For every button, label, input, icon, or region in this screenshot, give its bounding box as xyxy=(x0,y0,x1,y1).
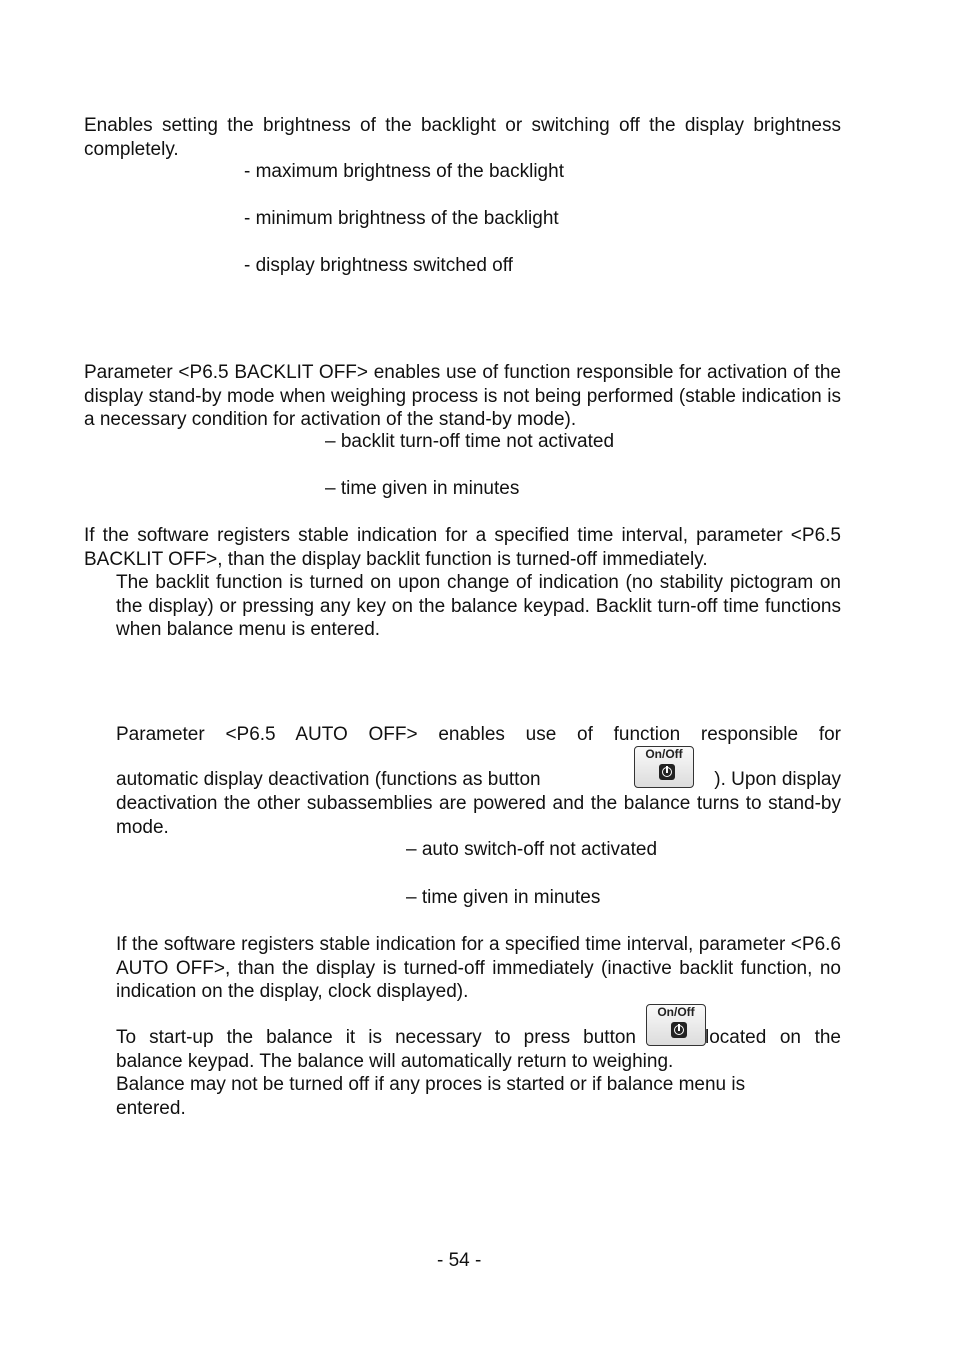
auto-off-option-minutes: – time given in minutes xyxy=(406,887,601,908)
onoff-button-label: On/Off xyxy=(645,747,683,761)
onoff-button-icon-2 xyxy=(646,1004,706,1046)
startup-line2: balance keypad. The balance will automatically return to weighing. xyxy=(116,1051,674,1072)
auto-off-intro-line2-before: automatic display deactivation (functions as button xyxy=(116,769,541,790)
power-icon xyxy=(659,764,675,780)
auto-off-note-line1: Balance may not be turned off if any proces is started or if balance menu is xyxy=(116,1074,746,1095)
brightness-option-off: - display brightness switched off xyxy=(244,255,513,276)
auto-off-paragraph: If the software registers stable indication for a specified time interval, parameter <P6.6 AUTO OFF>, than the display is turned-off immediately (inactive backlit function, no indication on the display, clock displayed). xyxy=(116,934,841,1002)
backlit-off-intro: Parameter <P6.5 BACKLIT OFF> enables use of function responsible for activation of the display stand-by mode when weighing process is not being performed (stable indication is a necessary condition for activation of the stand-by mode). xyxy=(84,362,841,430)
power-icon xyxy=(671,1022,687,1038)
auto-off-option-disabled: – auto switch-off not activated xyxy=(406,839,658,860)
auto-off-intro-line2-after: ). Upon display xyxy=(714,769,841,790)
brightness-intro: Enables setting the brightness of the backlight or switching off the display brightness completely. xyxy=(84,115,841,160)
brightness-option-min: - minimum brightness of the backlight xyxy=(244,208,559,229)
onoff-button-label-2: On/Off xyxy=(657,1005,695,1019)
auto-off-intro-rest: deactivation the other subassemblies are powered and the balance turns to stand-by mode. xyxy=(116,793,841,838)
backlit-off-option-minutes: – time given in minutes xyxy=(325,478,520,499)
startup-line1-after: located on the xyxy=(705,1027,841,1048)
page-number: - 54 - xyxy=(437,1250,482,1271)
backlit-off-paragraph: If the software registers stable indication for a specified time interval, parameter <P6.5 BACKLIT OFF>, than the display backlit function is turned-off immediately. xyxy=(84,525,841,570)
startup-line1-before: To start-up the balance it is necessary to press button xyxy=(116,1027,636,1048)
auto-off-intro-line1: Parameter <P6.5 AUTO OFF> enables use of function responsible for xyxy=(116,724,841,745)
brightness-option-max: - maximum brightness of the backlight xyxy=(244,161,564,182)
backlit-off-option-disabled: – backlit turn-off time not activated xyxy=(325,431,615,452)
auto-off-note-line2: entered. xyxy=(116,1098,186,1119)
backlit-off-note: The backlit function is turned on upon change of indication (no stability pictogram on the display) or pressing any key on the balance keypad. Backlit turn-off time functions when balance menu is entered. xyxy=(116,572,841,640)
onoff-button-icon xyxy=(634,746,694,788)
